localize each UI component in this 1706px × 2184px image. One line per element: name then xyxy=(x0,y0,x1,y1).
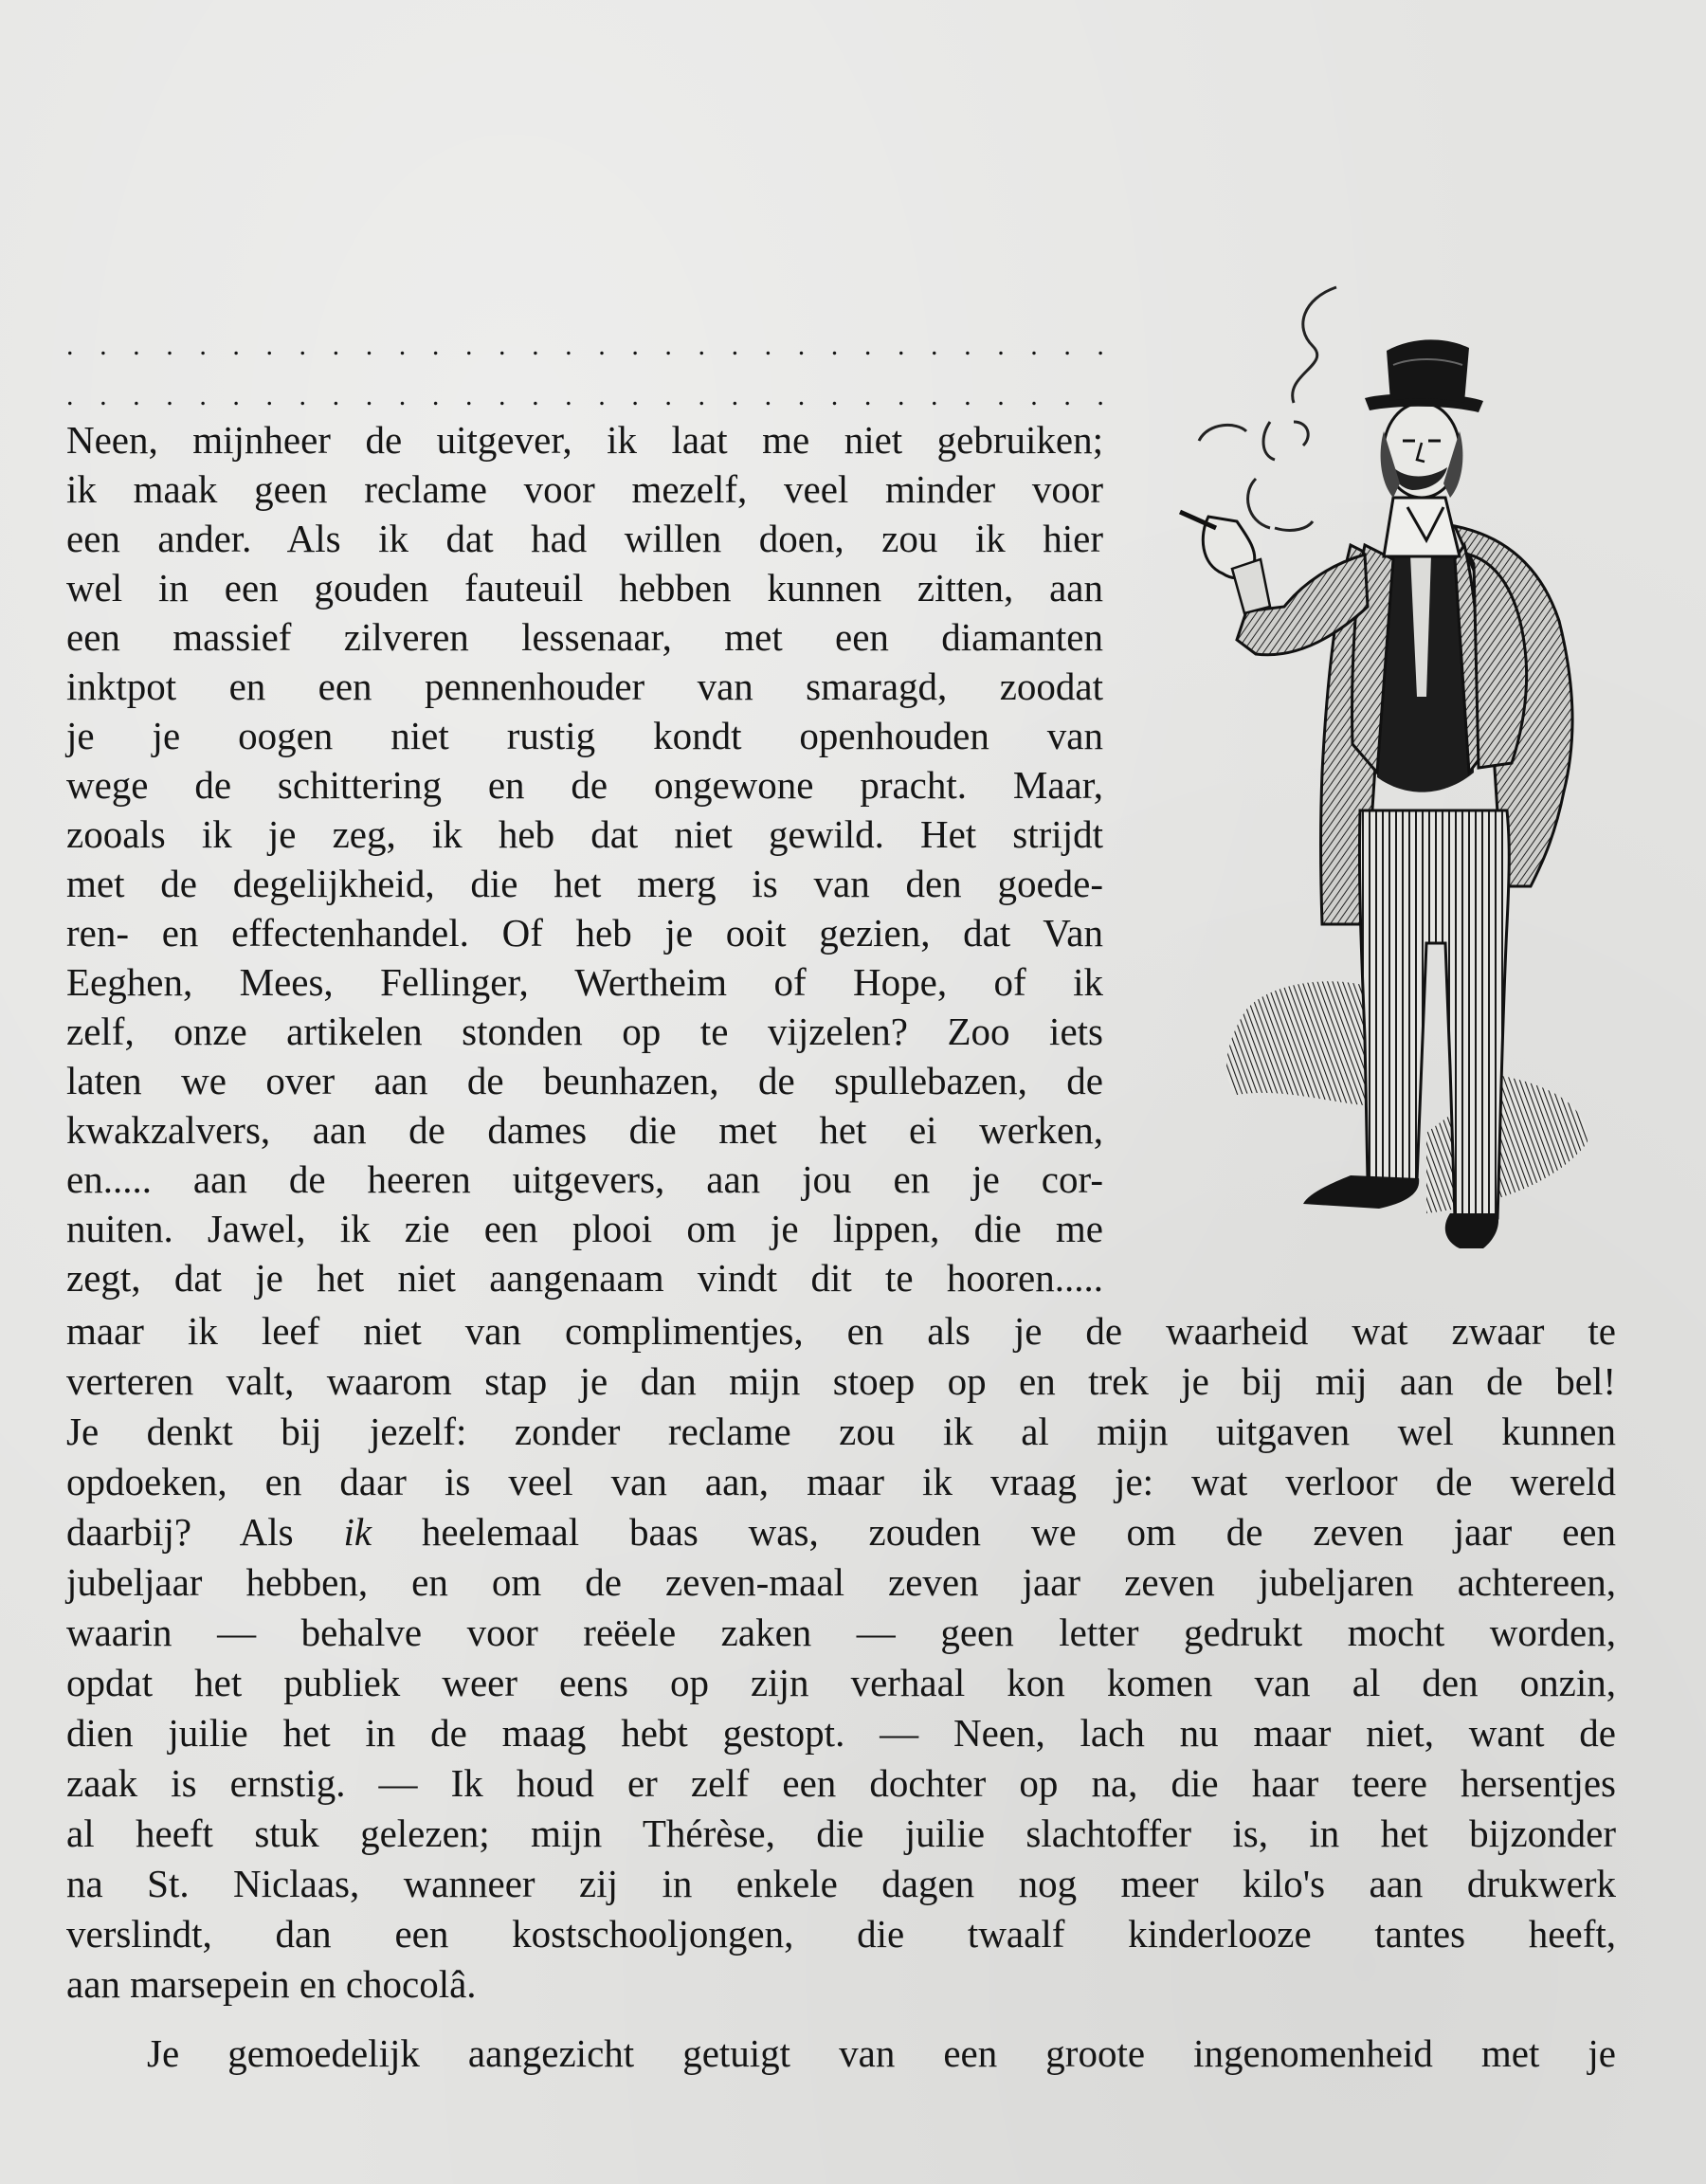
text-line: inktpot en een pennenhouder van smaragd, zoodat xyxy=(66,664,1103,708)
dot: . xyxy=(863,380,872,411)
text-line: wege de schittering en de ongewone pracht. Maar, xyxy=(66,763,1103,807)
text-line: zelf, onze artikelen stonden op te vijzelen? Zoo iets xyxy=(66,1010,1103,1053)
dot: . xyxy=(100,380,107,411)
dot: . xyxy=(931,380,938,411)
dot: . xyxy=(598,330,606,361)
text-line: opdoeken, en daar is veel van aan, maar ik vraag je: wat verloor de wereld xyxy=(66,1460,1616,1503)
dot: . xyxy=(299,380,307,411)
dot: . xyxy=(1063,380,1071,411)
dot: . xyxy=(631,380,639,411)
dot: . xyxy=(133,380,140,411)
dot: . xyxy=(166,330,173,361)
dot: . xyxy=(365,380,373,411)
text-line: je je oogen niet rustig kondt openhouden van xyxy=(66,714,1103,757)
dot: . xyxy=(499,380,506,411)
dot: . xyxy=(365,330,373,361)
text-line: Neen, mijnheer de uitgever, ik laat me niet gebruiken; xyxy=(66,418,1103,462)
text-line: verslindt, dan een kostschooljongen, die twaalf kinderlooze tantes heeft, xyxy=(66,1912,1616,1956)
text-line xyxy=(66,1507,1616,1556)
dot: . xyxy=(698,330,705,361)
dot: . xyxy=(398,380,407,411)
text-line: na St. Niclaas, wanneer zij in enkele dagen nog meer kilo's aan drukwerk xyxy=(66,1862,1616,1905)
dot: . xyxy=(897,380,905,411)
dot: . xyxy=(764,330,772,361)
text-line: aan marsepein en chocolâ. xyxy=(66,1962,477,2006)
dot: . xyxy=(332,330,340,361)
emphasis-word: ik xyxy=(343,1510,372,1554)
text-line: zaak is ernstig. — Ik houd er zelf een dochter op na, die haar teere hersentjes xyxy=(66,1761,1616,1805)
dot: . xyxy=(830,330,839,361)
dot: . xyxy=(897,330,905,361)
text-line: zegt, dat je het niet aangenaam vindt dit te hooren..... xyxy=(66,1256,1103,1300)
text-line: ik maak geen reclame voor mezelf, veel minder voor xyxy=(66,467,1103,511)
dot: . xyxy=(931,330,938,361)
dot: . xyxy=(731,380,739,411)
dot: . xyxy=(1097,330,1104,361)
dot: . xyxy=(299,330,307,361)
ellipsis-row xyxy=(66,332,1104,360)
text-line: nuiten. Jawel, ik zie een plooi om je lippen, die me xyxy=(66,1207,1103,1250)
text-line: opdat het publiek weer eens op zijn verhaal kon komen van al den onzin, xyxy=(66,1661,1616,1704)
dot: . xyxy=(797,330,806,361)
dot: . xyxy=(464,330,473,361)
dot: . xyxy=(532,380,539,411)
dot: . xyxy=(265,380,273,411)
text-line: en..... aan de heeren uitgevers, aan jou en je cor- xyxy=(66,1157,1103,1201)
dot: . xyxy=(830,380,839,411)
dot: . xyxy=(199,380,207,411)
dot: . xyxy=(532,330,539,361)
ellipsis-row xyxy=(66,382,1104,410)
dot: . xyxy=(764,380,772,411)
dot: . xyxy=(565,330,572,361)
text-line: met de degelijkheid, die het merg is van den goede- xyxy=(66,862,1103,905)
dot: . xyxy=(664,330,672,361)
dot: . xyxy=(265,330,273,361)
dot: . xyxy=(398,330,407,361)
dot: . xyxy=(731,330,739,361)
text-line: al heeft stuk gelezen; mijn Thérèse, die juilie slachtoffer is, in het bijzonder xyxy=(66,1811,1616,1855)
text-line: verteren valt, waarom stap je dan mijn stoep op en trek je bij mij aan de bel! xyxy=(66,1359,1616,1403)
text-line: dien juilie het in de maag hebt gestopt. — Neen, lach nu maar niet, want de xyxy=(66,1711,1616,1755)
dot: . xyxy=(66,380,74,411)
dot: . xyxy=(100,330,107,361)
text-line: een ander. Als ik dat had willen doen, zou ik hier xyxy=(66,517,1103,560)
text-line: Eeghen, Mees, Fellinger, Wertheim of Hope, of ik xyxy=(66,960,1103,1004)
gentleman-top-hat-illustration xyxy=(1142,280,1635,1275)
dot: . xyxy=(431,330,440,361)
dot: . xyxy=(964,330,971,361)
dot: . xyxy=(1097,380,1104,411)
text-line: ren- en effectenhandel. Of heb je ooit gezien, dat Van xyxy=(66,911,1103,955)
dot: . xyxy=(332,380,340,411)
text-line: waarin — behalve voor reëele zaken — geen letter gedrukt mocht worden, xyxy=(66,1611,1616,1654)
text-line: Je denkt bij jezelf: zonder reclame zou ik al mijn uitgaven wel kunnen xyxy=(66,1410,1616,1453)
dot: . xyxy=(964,380,971,411)
dot: . xyxy=(631,330,639,361)
text-line: laten we over aan de beunhazen, de spullebazen, de xyxy=(66,1059,1103,1102)
text-segment: daarbij? Als xyxy=(66,1510,344,1554)
dot: . xyxy=(1063,330,1071,361)
dot: . xyxy=(166,380,173,411)
text-line: een massief zilveren lessenaar, met een diamanten xyxy=(66,615,1103,659)
dot: . xyxy=(464,380,473,411)
dot: . xyxy=(232,330,240,361)
dot: . xyxy=(133,330,140,361)
dot: . xyxy=(698,380,705,411)
dot: . xyxy=(664,380,672,411)
text-line: kwakzalvers, aan de dames die met het ei werken, xyxy=(66,1108,1103,1152)
dot: . xyxy=(1030,330,1038,361)
dot: . xyxy=(1030,380,1038,411)
dot: . xyxy=(199,330,207,361)
text-line: wel in een gouden fauteuil hebben kunnen zitten, aan xyxy=(66,566,1103,610)
dot: . xyxy=(431,380,440,411)
text-line: maar ik leef niet van complimentjes, en als je de waarheid wat zwaar te xyxy=(66,1309,1616,1353)
dot: . xyxy=(499,330,506,361)
dot: . xyxy=(997,380,1005,411)
text-line: Je gemoedelijk aangezicht getuigt van een groote ingenomenheid met je xyxy=(147,2031,1616,2075)
text-line: zooals ik je zeg, ik heb dat niet gewild. Het strijdt xyxy=(66,812,1103,856)
text-line: jubeljaar hebben, en om de zeven-maal zeven jaar zeven jubeljaren achtereen, xyxy=(66,1560,1616,1604)
dot: . xyxy=(797,380,806,411)
dot: . xyxy=(863,330,872,361)
dot: . xyxy=(565,380,572,411)
dot: . xyxy=(598,380,606,411)
dot: . xyxy=(997,330,1005,361)
text-segment: heelemaal baas was, zouden we om de zeven jaar een xyxy=(372,1510,1616,1554)
dot: . xyxy=(66,330,74,361)
dot: . xyxy=(232,380,240,411)
